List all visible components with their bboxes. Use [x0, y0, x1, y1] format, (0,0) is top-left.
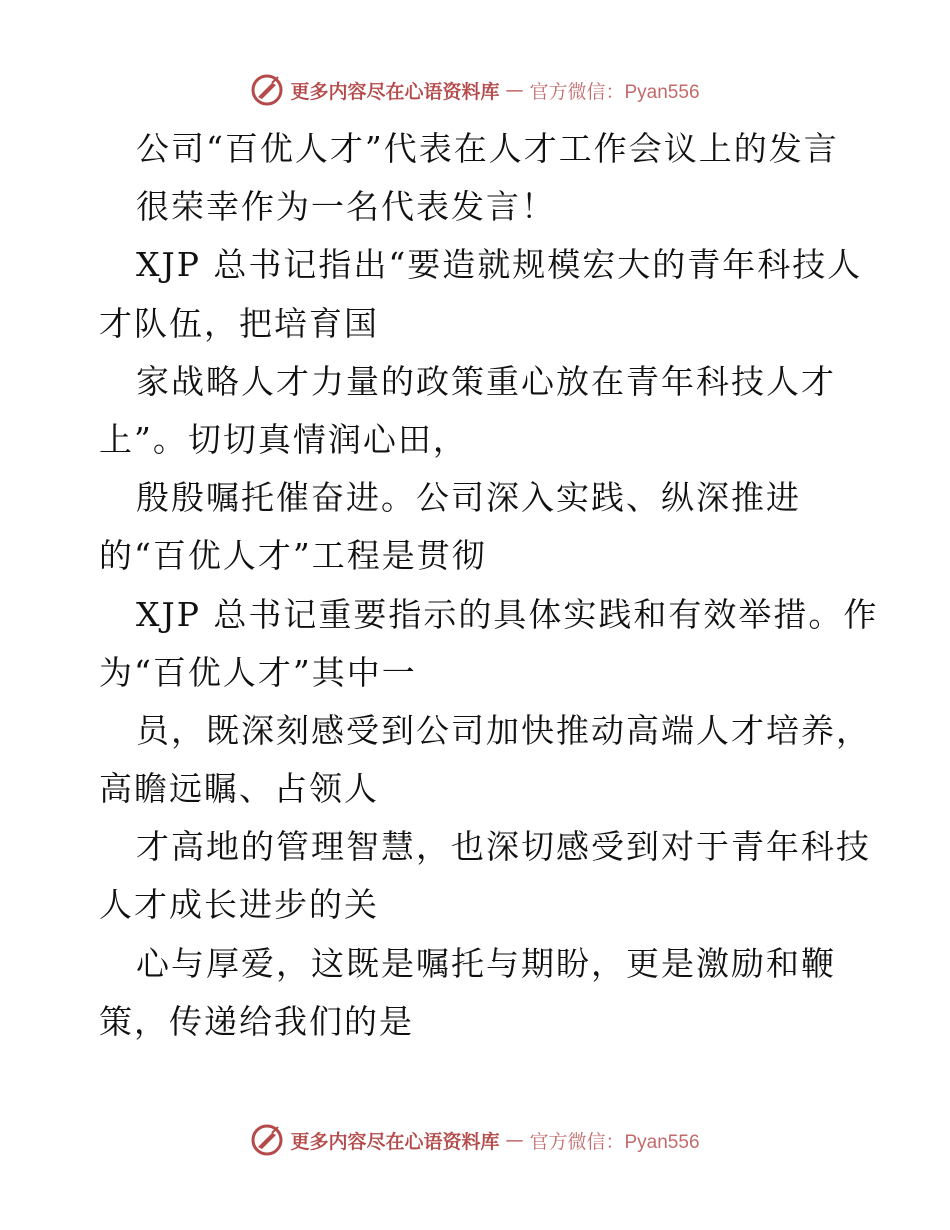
text-line: 上”。切切真情润心田，: [99, 419, 468, 459]
banner-title: 更多内容尽在心语资料库: [290, 80, 500, 103]
text-line: 殷殷嘱托催奋进。公司深入实践、纵深推进: [136, 478, 801, 518]
banner-wechat: 官方微信：Pyan556: [529, 1131, 700, 1153]
header-banner: [0, 70, 950, 110]
banner-separator: —: [505, 1129, 524, 1151]
document-body: [99, 120, 879, 1051]
quill-logo-icon: [250, 73, 284, 107]
text-line: 员，既深刻感受到公司加快推动高端人才培养，: [136, 710, 871, 750]
text-line: 策，传递给我们的是: [99, 1001, 414, 1041]
text-line: 的“百优人才”工程是贯彻: [99, 536, 487, 576]
text-line: 公司“百优人才”代表在人才工作会议上的发言: [136, 129, 839, 168]
text-line: XJP 总书记指出“要造就规模宏大的青年科技人: [136, 245, 863, 285]
banner-title: 更多内容尽在心语资料库: [290, 1130, 500, 1153]
text-line: 家战略人才力量的政策重心放在青年科技人才: [136, 361, 836, 401]
text-line: 为“百优人才”其中一: [99, 652, 417, 692]
banner-wechat: 官方微信：Pyan556: [529, 81, 700, 103]
footer-banner: [0, 1120, 950, 1160]
text-line: 才队伍，把培育国: [99, 303, 379, 343]
text-line: 心与厚爱，这既是嘱托与期盼，更是激励和鞭: [136, 943, 836, 983]
quill-logo-icon: [250, 1123, 284, 1157]
text-line: 才高地的管理智慧，也深切感受到对于青年科技: [136, 827, 871, 867]
text-line: 高瞻远瞩、占领人: [99, 769, 379, 809]
text-line: 很荣幸作为一名代表发言！: [136, 187, 556, 227]
text-line: XJP 总书记重要指示的具体实践和有效举措。作: [136, 594, 879, 634]
text-line: 人才成长进步的关: [99, 885, 379, 925]
banner-separator: —: [505, 79, 524, 101]
